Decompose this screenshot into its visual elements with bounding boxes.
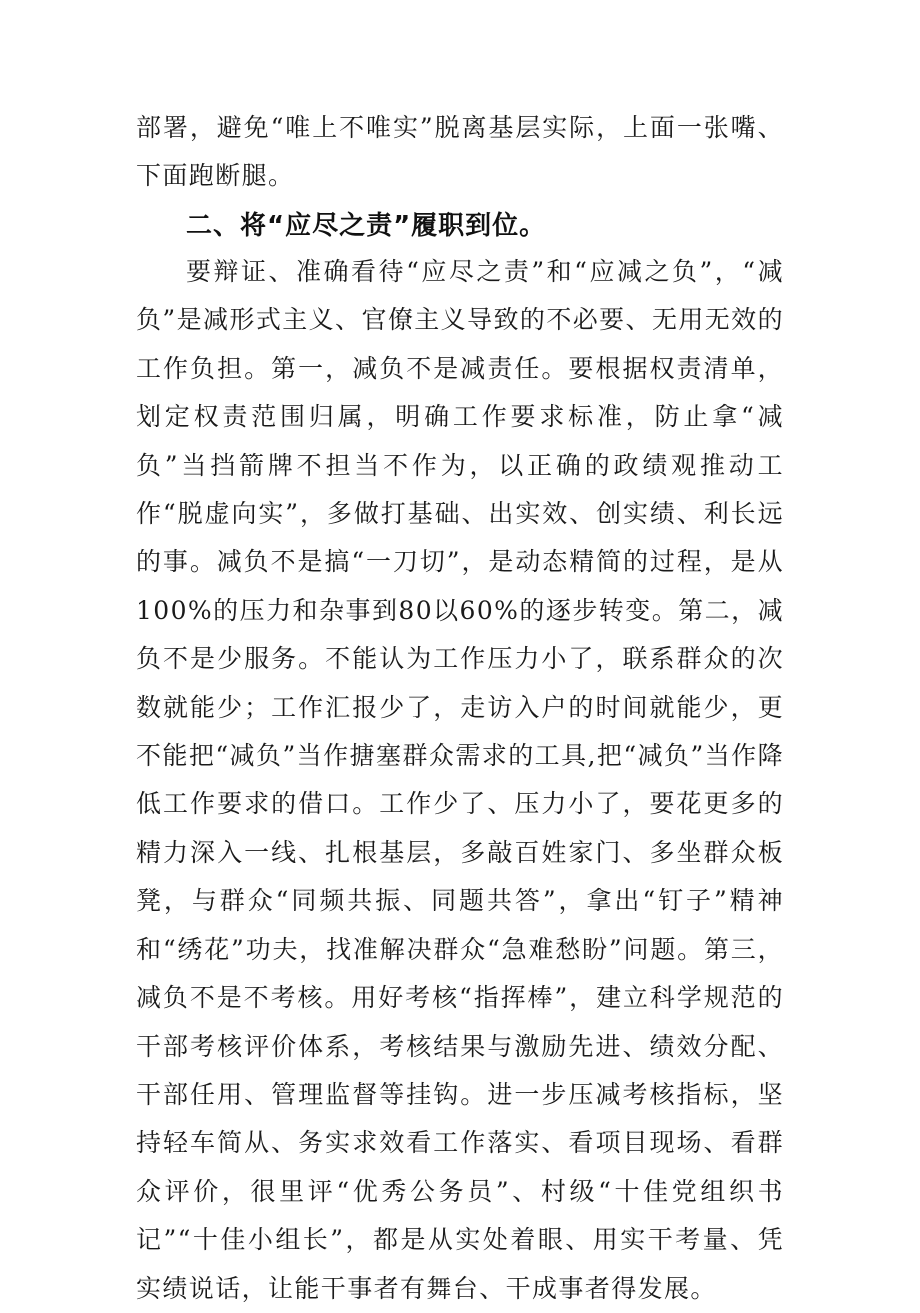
body-paragraph: 要辩证、准确看待“应尽之责”和“应减之负”，“减负”是减形式主义、官僚主义导致的不必要、无用无效的工作负担。第一，减负不是减责任。要根据权责清单，划定权责范围归属，明确工作要求标准，防止拿“减负”当挡箭牌不担当不作为，以正确的政绩观推动工作“脱虚向实”，多做打基础、出实效、创实绩、利长远的事。减负不是搞“一刀切”，是动态精简的过程，是从100%的压力和杂事到80以60%的逐步转变。第二，减负不是少服务。不能认为工作压力小了，联系群众的次数就能少；工作汇报少了，走访入户的时间就能少，更不能把“减负”当作搪塞群众需求的工具,把“减负”当作降低工作要求的借口。工作少了、压力小了，要花更多的精力深入一线、扎根基层，多敲百姓家门、多坐群众板凳，与群众“同频共振、同题共答”，拿出“钉子”精神和“绣花”功夫，找准解决群众“急难愁盼”问题。第三，减负不是不考核。用好考核“指挥棒”，建立科学规范的干部考核评价体系，考核结果与激励先进、绩效分配、干部任用、管理监督等挂钩。进一步压减考核指标，坚持轻车简从、务实求效看工作落实、看项目现场、看群众评价，很里评“优秀公务员”、村级“十佳党组织书记”“十佳小组长”，都是从实处着眼、用实干考量、凭实绩说话，让能干事者有舞台、干成事者得发展。 — [136, 257, 784, 1303]
continuation-block — [136, 104, 784, 201]
body-block — [136, 248, 784, 1313]
section-heading: 二、将“应尽之责”履职到位。 — [186, 211, 547, 241]
continuation-paragraph: 部署，避免“唯上不唯实”脱离基层实际，上面一张嘴、下面跑断腿。 — [136, 113, 784, 191]
